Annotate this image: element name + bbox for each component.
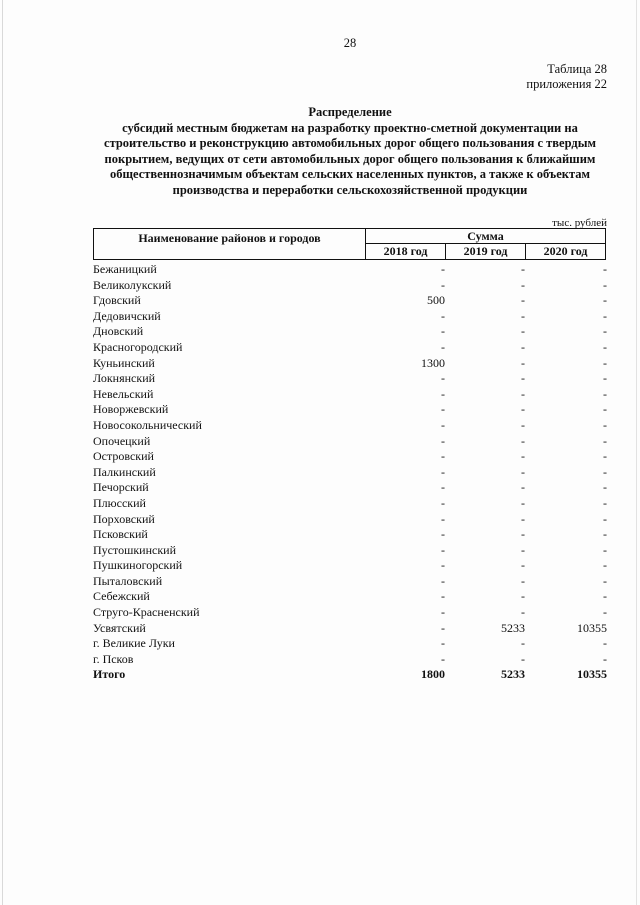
table-ref-line: приложения 22 [526,77,607,91]
value-2020: - [603,308,607,323]
table-row [93,262,613,278]
value-2018: - [441,371,445,386]
row-name: Псковский [93,527,148,542]
table-row [93,621,613,637]
value-2018: - [441,262,445,276]
row-name: г. Великие Луки [93,636,175,651]
value-2020: - [603,277,607,292]
row-name: Опочецкий [93,433,151,448]
value-2018: - [441,651,445,666]
table-row [93,589,613,605]
table-row [93,418,613,434]
table-row [93,402,613,418]
value-2019: - [521,495,525,510]
value-2019: - [521,355,525,370]
value-2018: - [441,417,445,432]
page-number: 28 [343,36,357,50]
value-2020: - [603,402,607,417]
row-name: Куньинский [93,355,155,370]
value-2020: - [603,527,607,542]
table-row [93,543,613,559]
value-2018: - [441,324,445,339]
page-edge [636,0,637,905]
value-2020: - [603,386,607,401]
value-2020: - [603,324,607,339]
value-2020: - [603,589,607,604]
row-name: Струго-Красненский [93,605,200,620]
row-name: Новосокольнический [93,417,202,432]
row-name: Гдовский [93,293,141,308]
row-name: Пустошкинский [93,542,176,557]
value-2019: - [521,324,525,339]
value-2018: - [441,339,445,354]
value-2019: 5233 [501,667,525,682]
row-name: г. Псков [93,651,134,666]
table-row [93,371,613,387]
header-year-2019: 2019 год [446,244,526,259]
value-2019: - [521,277,525,292]
table-row [93,309,613,325]
value-2020: - [603,339,607,354]
row-name: Дновский [93,324,144,339]
table-body [93,262,613,683]
value-2020: - [603,480,607,495]
value-2018: - [441,386,445,401]
table-row [93,605,613,621]
value-2019: 5233 [501,620,525,635]
value-2019: - [521,449,525,464]
row-name: Палкинский [93,464,156,479]
table-row [93,652,613,668]
heading-line: покрытием, ведущих от сети автомобильных дорог общего пользования к ближайшим [104,151,596,166]
table-header [93,228,606,260]
heading-line: субсидий местным бюджетам на разработку проектно-сметной документации на [122,120,578,135]
table-row [93,558,613,574]
row-name: Новоржевский [93,402,169,417]
heading-line: производства и переработки сельскохозяйственной продукции [172,182,528,197]
value-2018: - [441,573,445,588]
value-2020: - [603,355,607,370]
value-2018: - [441,511,445,526]
value-2020: - [603,417,607,432]
header-name-column: Наименование районов и городов [94,229,366,259]
value-2019: - [521,480,525,495]
value-2018: 1800 [421,667,445,682]
row-name: Итого [93,667,126,682]
value-2018: - [441,558,445,573]
table-row [93,340,613,356]
table-row [93,293,613,309]
value-2019: - [521,293,525,308]
value-2019: - [521,636,525,651]
value-2020: - [603,542,607,557]
document-heading [80,105,620,198]
value-2018: - [441,464,445,479]
row-name: Великолукский [93,277,172,292]
value-2020: 10355 [577,667,607,682]
value-2018: - [441,449,445,464]
value-2018: - [441,480,445,495]
table-row [93,527,613,543]
value-2018: - [441,620,445,635]
row-name: Усвятский [93,620,146,635]
row-name: Локнянский [93,371,156,386]
value-2019: - [521,542,525,557]
row-name: Пушкиногорский [93,558,183,573]
table-ref-line: Таблица 28 [547,62,607,76]
value-2019: - [521,511,525,526]
value-2020: 10355 [577,620,607,635]
table-row [93,465,613,481]
value-2019: - [521,262,525,276]
table-row [93,278,613,294]
table-row [93,480,613,496]
value-2019: - [521,651,525,666]
value-2018: - [441,605,445,620]
value-2018: - [441,527,445,542]
table-row [93,356,613,372]
header-year-2020: 2020 год [543,244,588,258]
value-2020: - [603,262,607,276]
table-reference [526,62,607,92]
value-2020: - [603,293,607,308]
value-2019: - [521,464,525,479]
value-2019: - [521,371,525,386]
table-row [93,496,613,512]
value-2020: - [603,449,607,464]
value-2019: - [521,386,525,401]
value-2018: 1300 [421,355,445,370]
units-label: тыс. рублей [552,217,607,229]
value-2020: - [603,651,607,666]
value-2019: - [521,573,525,588]
table-row [93,324,613,340]
value-2020: - [603,558,607,573]
value-2018: - [441,589,445,604]
heading-line: общественнозначимым объектам сельских населенных пунктов, а также к объектам [109,167,591,181]
value-2020: - [603,511,607,526]
row-name: Печорский [93,480,149,495]
value-2020: - [603,605,607,620]
table-row [93,387,613,403]
table-row [93,512,613,528]
value-2019: - [521,605,525,620]
value-2018: - [441,636,445,651]
value-2018: - [441,402,445,417]
heading-title: Распределение [308,105,392,119]
value-2019: - [521,417,525,432]
value-2019: - [521,527,525,542]
value-2019: - [521,558,525,573]
row-name: Пыталовский [93,573,163,588]
row-name: Дедовичский [93,308,161,323]
table-row [93,636,613,652]
header-sum: Сумма [366,229,605,244]
value-2020: - [603,495,607,510]
row-name: Порховский [93,511,155,526]
value-2018: 500 [427,293,445,308]
heading-line: строительство и реконструкцию автомобильных дорог общего пользования с твердым [104,136,596,150]
row-name: Бежаницкий [93,262,157,276]
row-name: Себежский [93,589,150,604]
value-2020: - [603,433,607,448]
value-2018: - [441,542,445,557]
row-name: Островский [93,449,154,464]
value-2019: - [521,589,525,604]
table-row [93,449,613,465]
value-2020: - [603,371,607,386]
total-row [93,667,613,683]
table-row [93,574,613,590]
value-2020: - [603,636,607,651]
row-name: Невельский [93,386,154,401]
value-2018: - [441,308,445,323]
value-2019: - [521,339,525,354]
value-2019: - [521,308,525,323]
value-2018: - [441,495,445,510]
value-2018: - [441,433,445,448]
row-name: Плюсский [93,495,146,510]
page-edge [2,0,3,905]
value-2019: - [521,433,525,448]
value-2020: - [603,573,607,588]
row-name: Красногородский [93,339,183,354]
value-2020: - [603,464,607,479]
value-2019: - [521,402,525,417]
table-row [93,434,613,450]
value-2018: - [441,277,445,292]
header-year-2018: 2018 год [366,244,446,259]
